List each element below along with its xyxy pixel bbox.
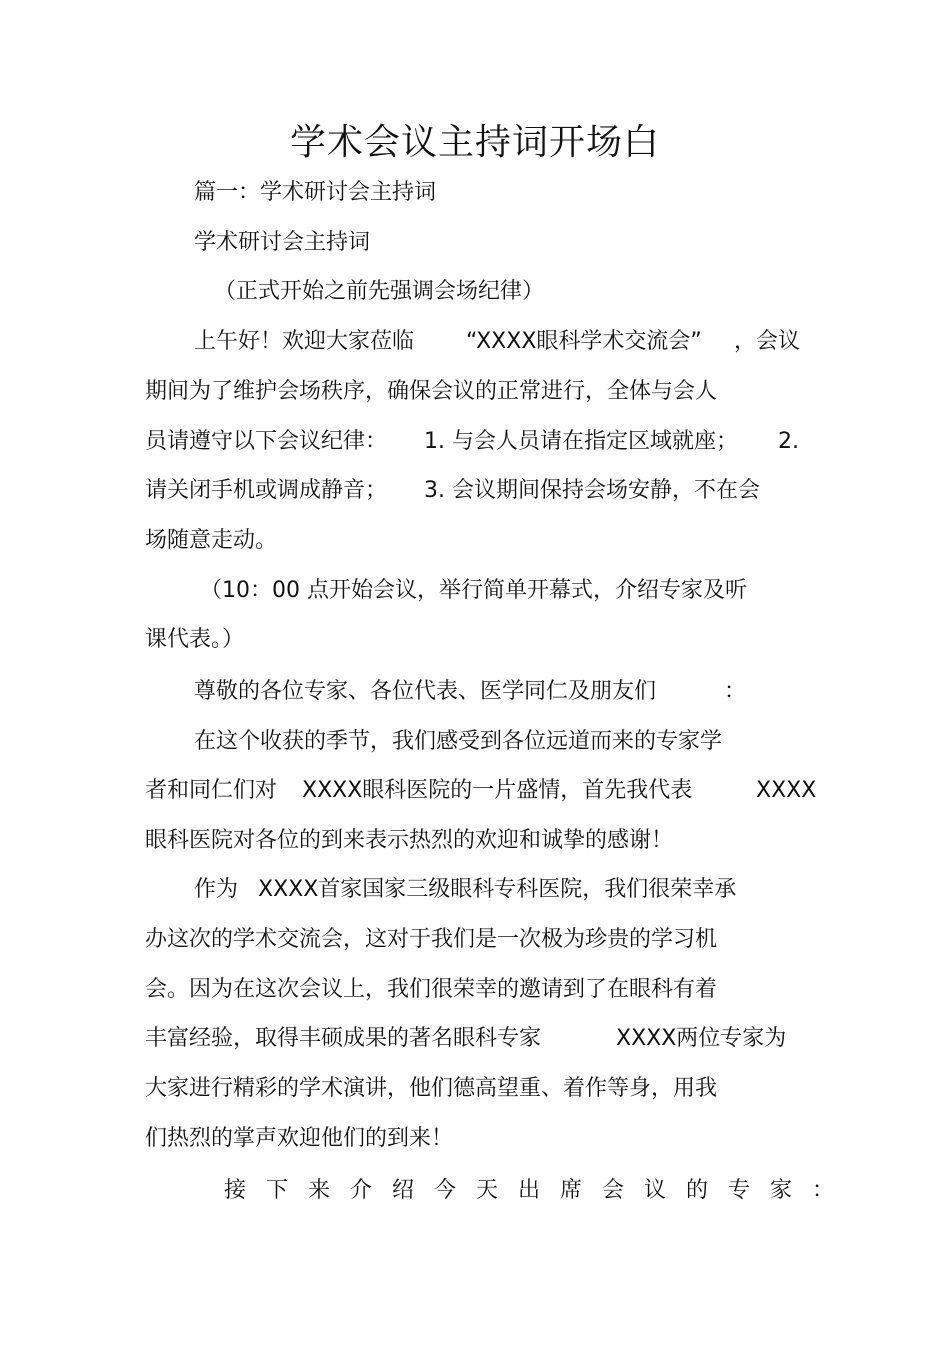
paragraph-line: 作为 bbox=[194, 877, 239, 902]
paragraph-line: 丰富经验，取得丰硕成果的著名眼科专家 bbox=[145, 1026, 542, 1051]
paragraph-line: 2. bbox=[778, 429, 799, 454]
paragraph-line bbox=[194, 327, 414, 357]
paragraph-line: 会。因为在这次会议上，我们很荣幸的邀请到了在眼科有着 bbox=[145, 977, 718, 1002]
text-segment: ，会议 bbox=[734, 329, 801, 354]
stage-note-line: 课代表。） bbox=[145, 627, 245, 652]
stage-note-line: （10：00 点开始会议，举行简单开幕式，介绍专家及听 bbox=[200, 578, 747, 603]
greeting-line: 尊敬的各位专家、各位代表、医学同仁及朋友们 bbox=[194, 679, 657, 704]
paragraph-line: 眼科医院对各位的到来表示热烈的欢迎和诚挚的感谢！ bbox=[145, 828, 674, 853]
paragraph-line bbox=[734, 327, 800, 357]
stage-note: （正式开始之前先强调会场纪律） bbox=[214, 279, 545, 304]
paragraph-line: 办这次的学术交流会，这对于我们是一次极为珍贵的学习机 bbox=[145, 927, 718, 952]
paragraph-line: 员请遵守以下会议纪律： bbox=[145, 429, 388, 454]
paragraph-line: 1. 与会人员请在指定区域就座； bbox=[424, 429, 738, 454]
paragraph-line: 请关闭手机或调成静音； bbox=[145, 478, 388, 503]
paragraph-line: 在这个收获的季节，我们感受到各位远道而来的专家学 bbox=[194, 729, 723, 754]
paragraph-line: XXXX眼科医院的一片盛情，首先我代表 bbox=[302, 778, 693, 803]
paragraph-line: 大家进行精彩的学术演讲，他们德高望重、着作等身，用我 bbox=[145, 1076, 718, 1101]
paragraph-line: 接下来介绍今天出席会议的专家： bbox=[224, 1178, 855, 1203]
document-title: 学术会议主持词开场白 bbox=[289, 122, 660, 163]
paragraph-line: 们热烈的掌声欢迎他们的到来！ bbox=[145, 1126, 454, 1151]
paragraph-line: XXXX两位专家为 bbox=[616, 1026, 787, 1051]
paragraph-line bbox=[466, 327, 702, 357]
text-segment: “XXXX眼科学术交流会” bbox=[466, 329, 702, 354]
paragraph-line: 3. 会议期间保持会场安静，不在会 bbox=[424, 478, 760, 503]
paragraph-line: 期间为了维护会场秩序，确保会议的正常进行，全体与会人 bbox=[145, 379, 718, 404]
greeting-colon: ： bbox=[724, 679, 747, 704]
paragraph-line: XXXX bbox=[756, 778, 817, 803]
text-segment: 上午好！欢迎大家莅临 bbox=[194, 329, 415, 354]
paragraph-line: 场随意走动。 bbox=[145, 528, 278, 553]
subsection-heading: 学术研讨会主持词 bbox=[194, 230, 371, 255]
paragraph-line: XXXX首家国家三级眼科专科医院，我们很荣幸承 bbox=[258, 877, 737, 902]
paragraph-line: 者和同仁们对 bbox=[145, 778, 278, 803]
section-heading: 篇一：学术研讨会主持词 bbox=[194, 180, 437, 205]
